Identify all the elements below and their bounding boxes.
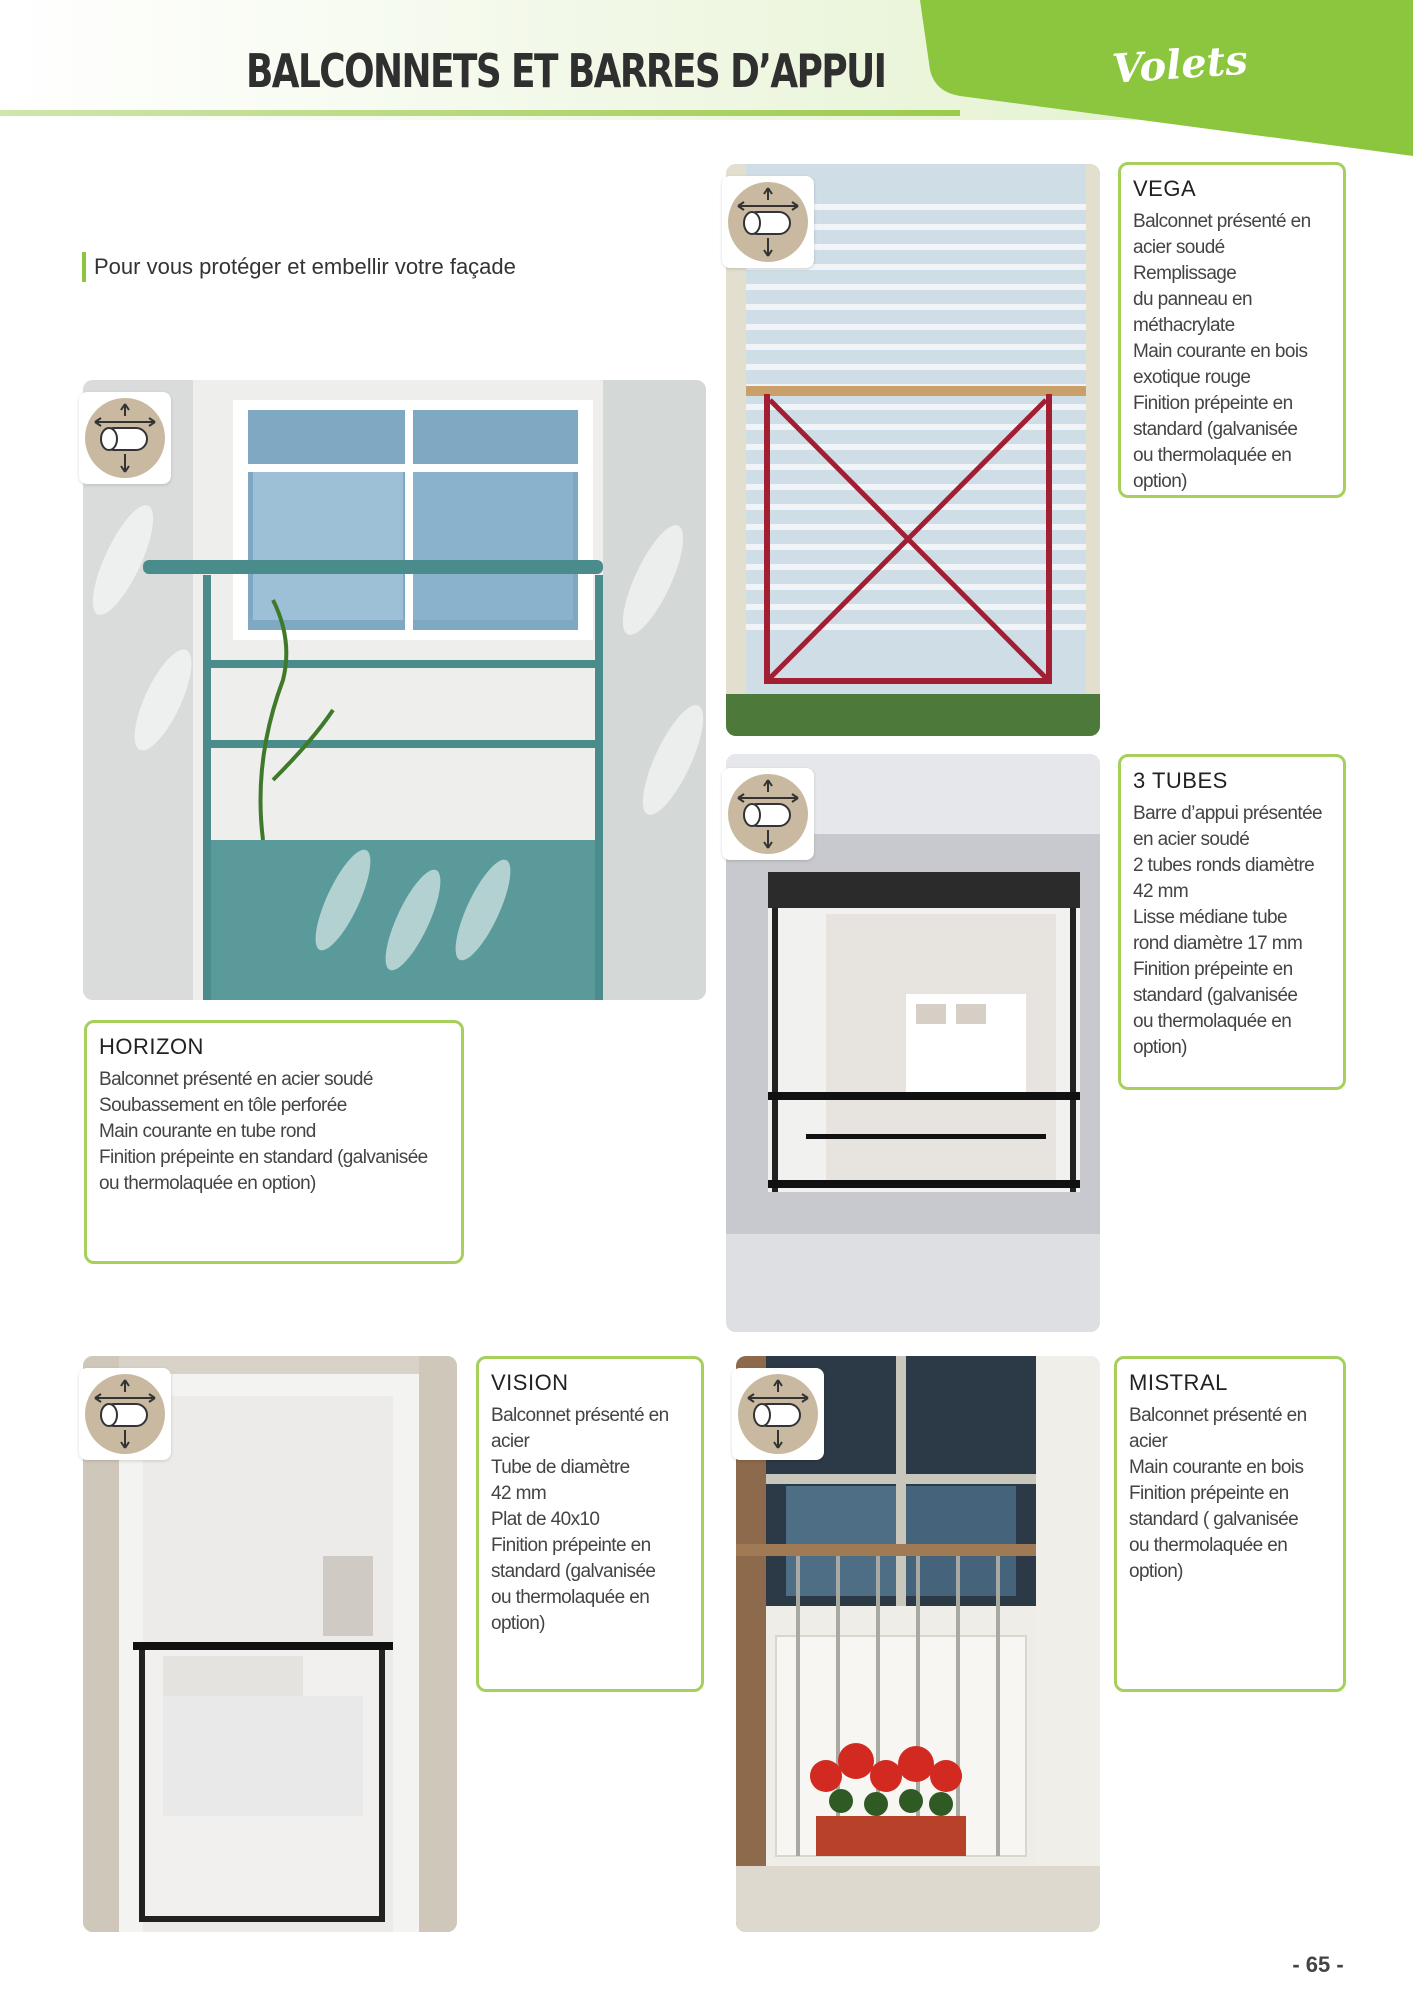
product-name: VEGA	[1133, 176, 1197, 201]
description-line: exotique rouge	[1133, 367, 1251, 388]
description-line: option)	[1133, 1037, 1187, 1058]
description-line: acier soudé	[1133, 237, 1225, 258]
description-line: acier	[1129, 1431, 1168, 1452]
vision-description	[476, 1356, 704, 1692]
description-line: en acier soudé	[1133, 829, 1250, 850]
description-line: Soubassement en tôle perforée	[99, 1095, 347, 1116]
description-line: Balconnet présenté en acier soudé	[99, 1069, 373, 1090]
subtitle: Pour vous protéger et embellir votre façade	[82, 252, 516, 282]
vega-description	[1118, 162, 1346, 498]
description-line: ou thermolaquée en	[1133, 1011, 1292, 1032]
description-line: rond diamètre 17 mm	[1133, 933, 1303, 954]
description-line: Lisse médiane tube	[1133, 907, 1287, 928]
description-line: Finition prépeinte en standard (galvanisée	[99, 1147, 428, 1168]
description-line: méthacrylate	[1133, 315, 1235, 336]
horizon-description	[84, 1020, 464, 1264]
description-line: Finition prépeinte en	[1129, 1483, 1289, 1504]
description-line: Main courante en bois	[1133, 341, 1308, 362]
description-line: ou thermolaquée en option)	[99, 1173, 316, 1194]
vega-dimension-badge	[722, 176, 814, 268]
3-tubes-description	[1118, 754, 1346, 1090]
description-line: Plat de 40x10	[491, 1509, 600, 1530]
description-line: du panneau en	[1133, 289, 1252, 310]
category-label: Volets	[1110, 36, 1250, 93]
horizon-dimension-badge	[79, 392, 171, 484]
description-line: Main courante en bois	[1129, 1457, 1304, 1478]
product-name: MISTRAL	[1129, 1370, 1228, 1395]
description-line: acier	[491, 1431, 530, 1452]
description-line: option)	[1129, 1561, 1183, 1582]
description-line: 42 mm	[1133, 881, 1189, 902]
product-name: 3 TUBES	[1133, 768, 1228, 793]
description-line: Barre d’appui présentée	[1133, 803, 1323, 824]
3-tubes-dimension-badge	[722, 768, 814, 860]
horizon-photo	[83, 380, 706, 1000]
description-line: ou thermolaquée en	[491, 1587, 650, 1608]
description-line: ou thermolaquée en	[1129, 1535, 1288, 1556]
description-line: ou thermolaquée en	[1133, 445, 1292, 466]
mistral-description	[1114, 1356, 1346, 1692]
description-line: Tube de diamètre	[491, 1457, 630, 1478]
description-line: Finition prépeinte en	[491, 1535, 651, 1556]
mistral-dimension-badge	[732, 1368, 824, 1460]
product-name: HORIZON	[99, 1034, 204, 1059]
description-line: standard ( galvanisée	[1129, 1509, 1299, 1530]
description-line: standard (galvanisée	[491, 1561, 656, 1582]
description-line: Remplissage	[1133, 263, 1237, 284]
vision-dimension-badge	[79, 1368, 171, 1460]
description-line: standard (galvanisée	[1133, 419, 1298, 440]
description-line: 2 tubes ronds diamètre	[1133, 855, 1315, 876]
description-line: Main courante en tube rond	[99, 1121, 316, 1142]
description-line: Balconnet présenté en	[1129, 1405, 1307, 1426]
description-line: Balconnet présenté en	[1133, 211, 1311, 232]
description-line: Balconnet présenté en	[491, 1405, 669, 1426]
description-line: 42 mm	[491, 1483, 547, 1504]
description-line: option)	[491, 1613, 545, 1634]
page-title: BALCONNETS ET BARRES D’APPUI	[246, 44, 886, 98]
page-number: - 65 -	[1292, 1952, 1344, 1977]
description-line: Finition prépeinte en	[1133, 393, 1293, 414]
description-line: option)	[1133, 471, 1187, 492]
description-line: standard (galvanisée	[1133, 985, 1298, 1006]
product-name: VISION	[491, 1370, 569, 1395]
description-line: Finition prépeinte en	[1133, 959, 1293, 980]
